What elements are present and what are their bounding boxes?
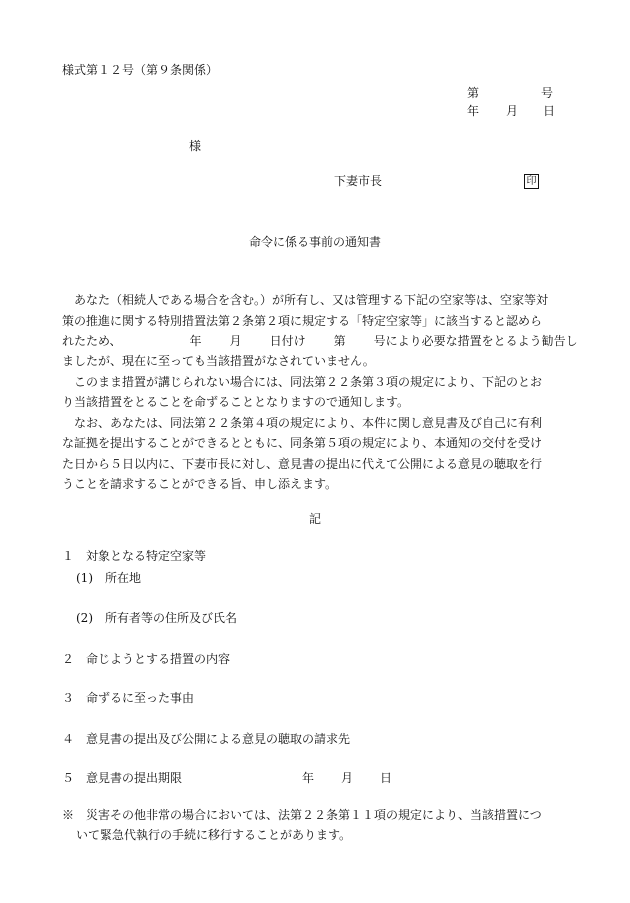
para2-line2: り当該措置をとることを命ずることとなりますので通知します。 <box>62 395 410 409</box>
note-line-1: ※ 災害その他非常の場合においては、法第２２条第１１項の規定により、当該措置につ <box>62 808 542 822</box>
item-5-month-label: 月 <box>341 771 354 785</box>
document-title: 命令に係る事前の通知書 <box>248 235 381 249</box>
para1-line3-year: 年 <box>189 334 202 348</box>
para1-line3 <box>62 335 578 347</box>
issuer-name: 下妻市長 <box>334 174 383 188</box>
item-1: １ 対象となる特定空家等 <box>62 549 207 563</box>
date-month-label: 月 <box>506 104 519 118</box>
seal-mark: 印 <box>524 174 539 189</box>
para3-line2: な証拠を提出することができるとともに、同条第５項の規定により、本通知の交付を受け <box>62 436 543 450</box>
ki-heading: 記 <box>308 512 321 526</box>
para1-line3-a: れたため、 <box>62 334 122 348</box>
item-2: ２ 命じようとする措置の内容 <box>62 652 231 666</box>
form-number: 様式第１２号（第９条関係） <box>62 63 219 77</box>
note-line-2: いて緊急代執行の手続に移行することがあります。 <box>76 828 352 842</box>
para1-line2: 策の推進に関する特別措置法第２条第２項に規定する「特定空家等」に該当すると認めら <box>62 314 543 328</box>
date-day-label: 日 <box>543 104 556 118</box>
para1-line3-number-prefix: 第 <box>333 334 346 348</box>
item-1-sub-1: (1) 所在地 <box>76 571 141 585</box>
para3-line3: た日から５日以内に、下妻市長に対し、意見書の提出に代えて公開による意見の聴取を行 <box>62 457 543 471</box>
item-1-sub-2: (2) 所有者等の住所及び氏名 <box>76 611 237 625</box>
addressee-suffix: 様 <box>189 139 202 153</box>
para1-line4: ましたが、現在に至っても当該措置がなされていません。 <box>62 354 375 368</box>
item-5: ５ 意見書の提出期限 <box>62 771 183 785</box>
item-4: ４ 意見書の提出及び公開による意見の聴取の請求先 <box>62 732 351 746</box>
para1-line3-date-suffix: 日付け <box>269 334 306 348</box>
item-5-year-label: 年 <box>302 771 315 785</box>
para3-line4: うことを請求することができる旨、申し添えます。 <box>62 477 338 491</box>
para1-line3-rest: 号により必要な措置をとるよう勧告し <box>373 334 578 348</box>
para1-line1: あなた（相続人である場合を含む。）が所有し、又は管理する下記の空家等は、空家等対 <box>74 293 549 307</box>
document-number-prefix: 第 <box>467 86 480 100</box>
item-3: ３ 命ずるに至った事由 <box>62 691 195 705</box>
para1-line3-month: 月 <box>229 334 242 348</box>
date-year-label: 年 <box>467 104 480 118</box>
document-number-suffix: 号 <box>541 86 554 100</box>
para3-line1: なお、あなたは、同法第２２条第４項の規定により、本件に関し意見書及び自己に有利 <box>74 416 543 430</box>
item-5-day-label: 日 <box>380 771 393 785</box>
para2-line1: このまま措置が講じられない場合には、同法第２２条第３項の規定により、下記のとお <box>74 375 543 389</box>
